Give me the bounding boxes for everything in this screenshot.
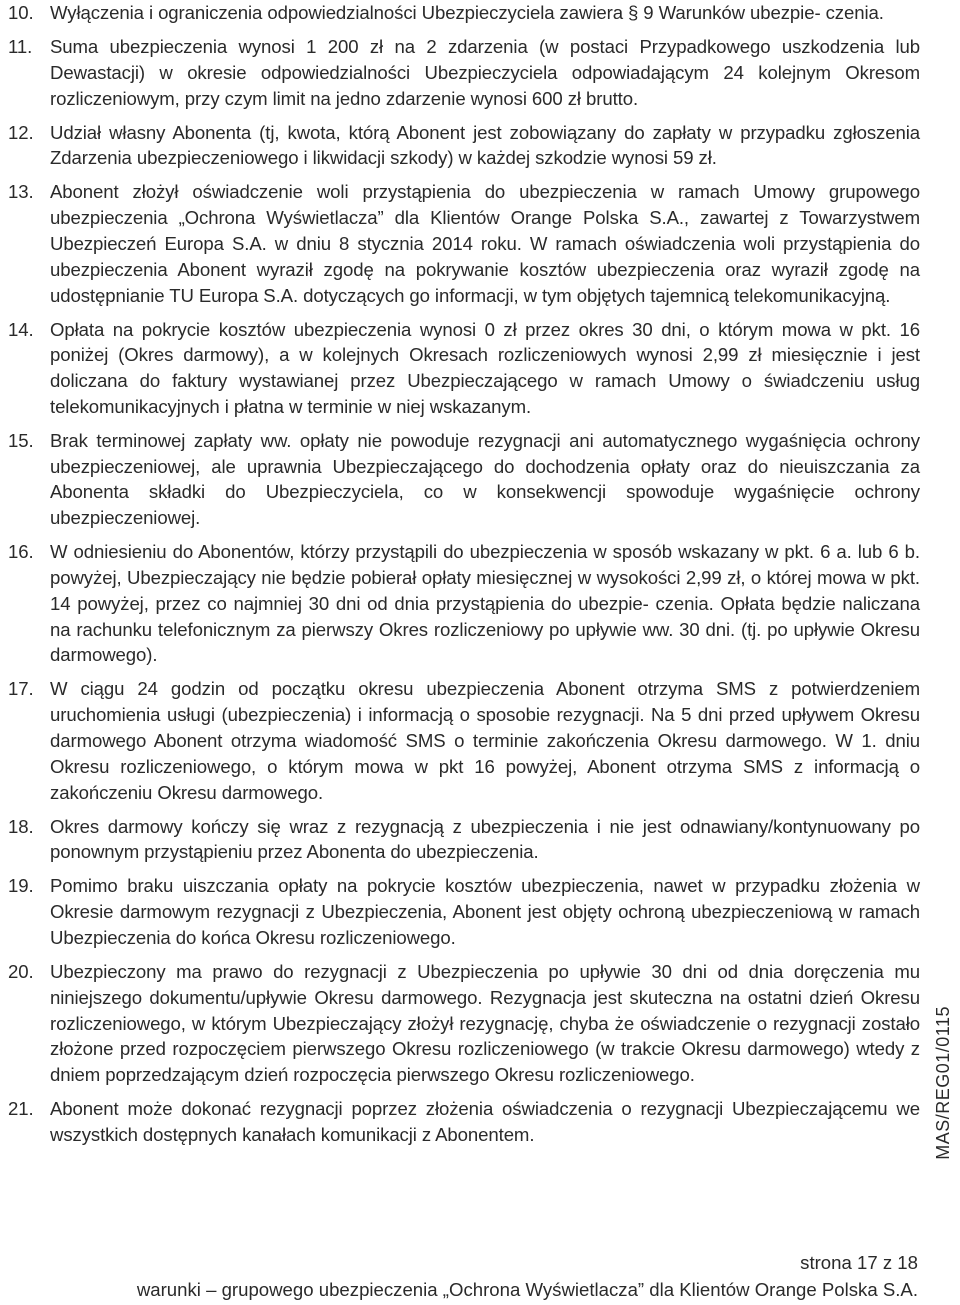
list-item-13: [8, 179, 920, 308]
item-number: 21.: [8, 1098, 34, 1120]
list-item-12: [8, 120, 920, 172]
list-item-21: [8, 1096, 920, 1148]
list-item-14: [8, 317, 920, 420]
item-text: Suma ubezpieczenia wynosi 1 200 zł na 2 zdarzenia (w postaci Przypadkowego uszkodzenia lub Dewastacji) w okresie odpowiedzialności Ubezpieczyciela odpowiadającym 24 kolejnym Okresom rozliczeniowym, przy czym limit na jedno zdarzenie wynosi 600 zł brutto.: [50, 35, 920, 109]
footer-title: warunki – grupowego ubezpieczenia „Ochrona Wyświetlacza” dla Klientów Orange Polska S.A.: [136, 1279, 918, 1300]
list-item-17: [8, 676, 920, 805]
list-item-15: [8, 428, 920, 531]
list-item-18: [8, 814, 920, 866]
list-item-19: [8, 873, 920, 950]
item-text: Udział własny Abonenta (tj, kwota, którą Abonent jest zobowiązany do zapłaty w przypadku zgłoszenia Zdarzenia ubezpieczeniowego i likwidacji szkody) w każdej szkodzie wynosi 59 zł.: [50, 121, 920, 169]
item-text: Okres darmowy kończy się wraz z rezygnacją z ubezpieczenia i nie jest odnawiany/kontynuowany po ponownym przystąpieniu przez Abonenta do ubezpieczenia.: [50, 815, 920, 863]
item-text: Abonent może dokonać rezygnacji poprzez złożenia oświadczenia o rezygnacji Ubezpieczającemu we wszystkich dostępnych kanałach komunikacji z Abonentem.: [50, 1098, 920, 1145]
item-text: Abonent złożył oświadczenie woli przystąpienia do ubezpieczenia w ramach Umowy grupowego ubezpieczenia „Ochrona Wyświetlacza” dla Klientów Orange Polska S.A., zawartej z Towarzystwem Ubezpieczeń Europa S.A. w dniu 8 stycznia 2014 roku. W ramach oświadczenia woli przystąpienia do ubezpieczenia Abonent wyraził zgodę na pokrywanie kosztów ubezpieczenia oraz wyraził zgodę na udostępnianie TU Europa S.A. dotyczących go informacji, w tym objętych tajemnicą telekomunikacyjną.: [50, 181, 920, 306]
item-text: W odniesieniu do Abonentów, którzy przystąpili do ubezpieczenia w sposób wskazany w pkt. 6 a. lub 6 b. powyżej, Ubezpieczający nie będzie pobierał opłaty miesięcznej w wysokości 2,99 zł, o której mowa w pkt. 14 powyżej, przez co najmniej 30 dni od dnia przystąpienia do ubezpie- czenia. Opłata będzie naliczana na rachunku telefonicznym za pierwszy Okres rozliczeniowy po upływie ww. 30 dni. (tj. po upływie Okresu darmowego).: [50, 541, 920, 666]
document-code: MAS/REG01/0115: [933, 1006, 953, 1160]
item-number: 10.: [8, 2, 34, 23]
item-number: 16.: [8, 541, 34, 563]
item-number: 15.: [8, 429, 34, 451]
item-number: 17.: [8, 678, 34, 700]
item-number: 11.: [8, 35, 33, 57]
item-text: W ciągu 24 godzin od początku okresu ubezpieczenia Abonent otrzyma SMS z potwierdzeniem uruchomienia usługi (ubezpieczenia) i informacją o sposobie rezygnacji. Na 5 dni przed upływem Okresu darmowego Abonent otrzyma wiadomość SMS o terminie zakończenia Okresu darmowego. W 1. dniu Okresu rozliczeniowego, o którym mowa w pkt 16 powyżej, Abonent otrzyma SMS z informacją o zakończeniu Okresu darmowego.: [50, 678, 920, 803]
item-text: Ubezpieczony ma prawo do rezygnacji z Ubezpieczenia po upływie 30 dni od dnia doręczenia mu niniejszego dokumentu/upływie Okresu darmowego. Rezygnacja jest skuteczna na ostatni dzień Okresu rozliczeniowego, w którym Ubezpieczający złożył rezygnację, chyba że oświadczenie o rezygnacji zostało złożone przed rozpoczęciem pierwszego Okresu rozliczeniowego (w trakcie Okresu darmowego) wtedy z dniem poprzedzającym dzień rozpoczęcia pierwszego Okresu rozliczeniowego.: [50, 960, 920, 1086]
item-number: 19.: [8, 875, 34, 897]
item-text: Wyłączenia i ograniczenia odpowiedzialności Ubezpieczyciela zawiera § 9 Warunków ubezpie- czenia.: [50, 2, 884, 23]
page-number: strona 17 z 18: [800, 1252, 918, 1273]
list-item-20: [8, 959, 920, 1088]
item-number: 18.: [8, 815, 34, 837]
item-text: Pomimo braku uiszczania opłaty na pokrycie kosztów ubezpieczenia, nawet w przypadku złożenia w Okresie darmowym rezygnacji z Ubezpieczenia, Abonent jest objęty ochroną ubezpieczeniową w ramach Ubezpieczenia do końca Okresu rozliczeniowego.: [50, 875, 920, 948]
list-item-16: [8, 539, 920, 668]
item-text: Opłata na pokrycie kosztów ubezpieczenia wynosi 0 zł przez okres 30 dni, o którym mowa w pkt. 16 poniżej (Okres darmowy), a w kolejnych Okresach rozliczeniowych wynosi 2,99 zł miesięcznie i jest doliczana do faktury wystawianej przez Ubezpieczającego w ramach Umowy o świadczeniu usług telekomunikacyjnych i płatna w terminie w niej wskazanym.: [50, 318, 920, 417]
list-item-11: [8, 34, 920, 111]
item-number: 13.: [8, 181, 34, 203]
list-item-10: [8, 0, 920, 26]
item-number: 14.: [8, 318, 34, 340]
item-number: 20.: [8, 960, 34, 982]
document-body: [8, 0, 920, 1156]
item-number: 12.: [8, 121, 34, 143]
item-text: Brak terminowej zapłaty ww. opłaty nie powoduje rezygnacji ani automatycznego wygaśnięcia ochrony ubezpieczeniowej, ale uprawnia Ubezpieczającego do dochodzenia opłaty oraz do nieuiszczania za Abonenta składki do Ubezpieczyciela, co w konsekwencji spowoduje wygaśnięcie ochrony ubezpieczeniowej.: [50, 429, 920, 529]
